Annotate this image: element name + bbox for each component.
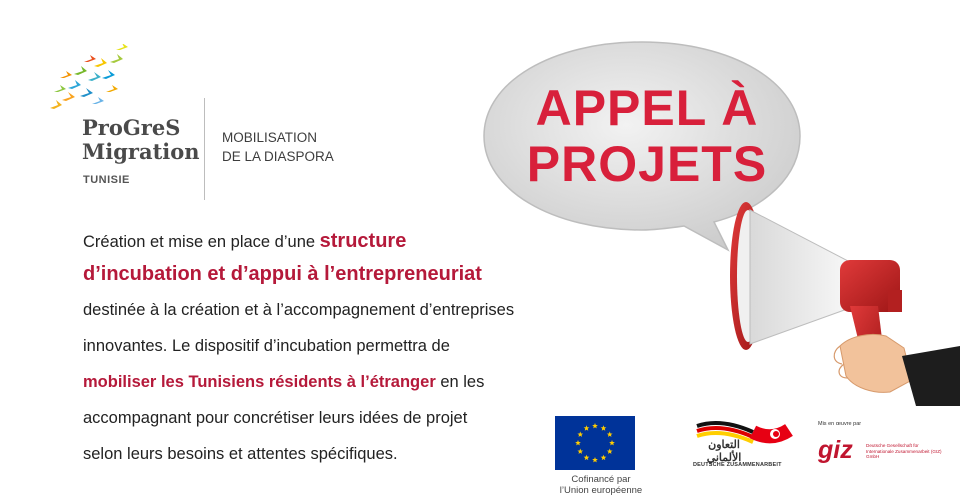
logo-divider xyxy=(204,98,205,200)
coop-arabic: التعاون الألماني xyxy=(706,439,742,464)
description-line5 xyxy=(83,364,523,400)
description-highlight-structure: structure xyxy=(319,230,407,252)
description-line3: destinée à la création et à l’accompagnement d’entreprises xyxy=(83,301,515,319)
description-line1-text: Création et mise en place d’une xyxy=(83,233,320,251)
description-line2 xyxy=(83,256,523,292)
program-name xyxy=(222,128,334,166)
logo-title-line2: Migration xyxy=(82,139,200,164)
eu-flag-icon xyxy=(555,416,635,470)
birds-logo-icon xyxy=(44,44,128,122)
eu-caption xyxy=(546,474,656,496)
description-line5-text: en les xyxy=(435,373,485,391)
description-highlight-incubation: d’incubation et d’appui à l’entrepreneuriat xyxy=(83,263,482,285)
giz-logo: giz xyxy=(818,436,853,464)
eu-caption-line1: Cofinancé par xyxy=(571,474,631,485)
eu-caption-line2: l’Union européenne xyxy=(559,485,643,496)
program-line1: MOBILISATION xyxy=(222,130,318,145)
description-line6: accompagnant pour concrétiser leurs idées de projet xyxy=(83,409,468,427)
giz-description: Deutsche Gesellschaft für Internationale Zusammenarbeit (GIZ) GmbH xyxy=(866,443,942,459)
headline xyxy=(512,80,782,192)
description-highlight-tunisiens: mobiliser les Tunisiens résidents à l’étranger xyxy=(83,373,436,391)
megaphone-icon xyxy=(690,196,960,406)
description-line1 xyxy=(83,226,523,256)
headline-line2: PROJETS xyxy=(526,136,768,192)
logo-country: TUNISIE xyxy=(83,174,130,186)
giz-implemented-by: Mis en œuvre par xyxy=(818,421,862,427)
logo-title xyxy=(82,116,200,164)
program-line2: DE LA DIASPORA xyxy=(222,149,334,164)
description-line7: selon leurs besoins et attentes spécifiques. xyxy=(83,445,398,463)
description xyxy=(83,226,523,472)
description-line4: innovantes. Le dispositif d’incubation permettra de xyxy=(83,337,450,355)
hand-icon xyxy=(834,334,912,392)
coop-german-label: DEUTSCHE ZUSAMMENARBEIT xyxy=(693,462,782,468)
headline-line1: APPEL À xyxy=(535,80,759,136)
logo-title-line1: ProGreS xyxy=(82,115,181,140)
